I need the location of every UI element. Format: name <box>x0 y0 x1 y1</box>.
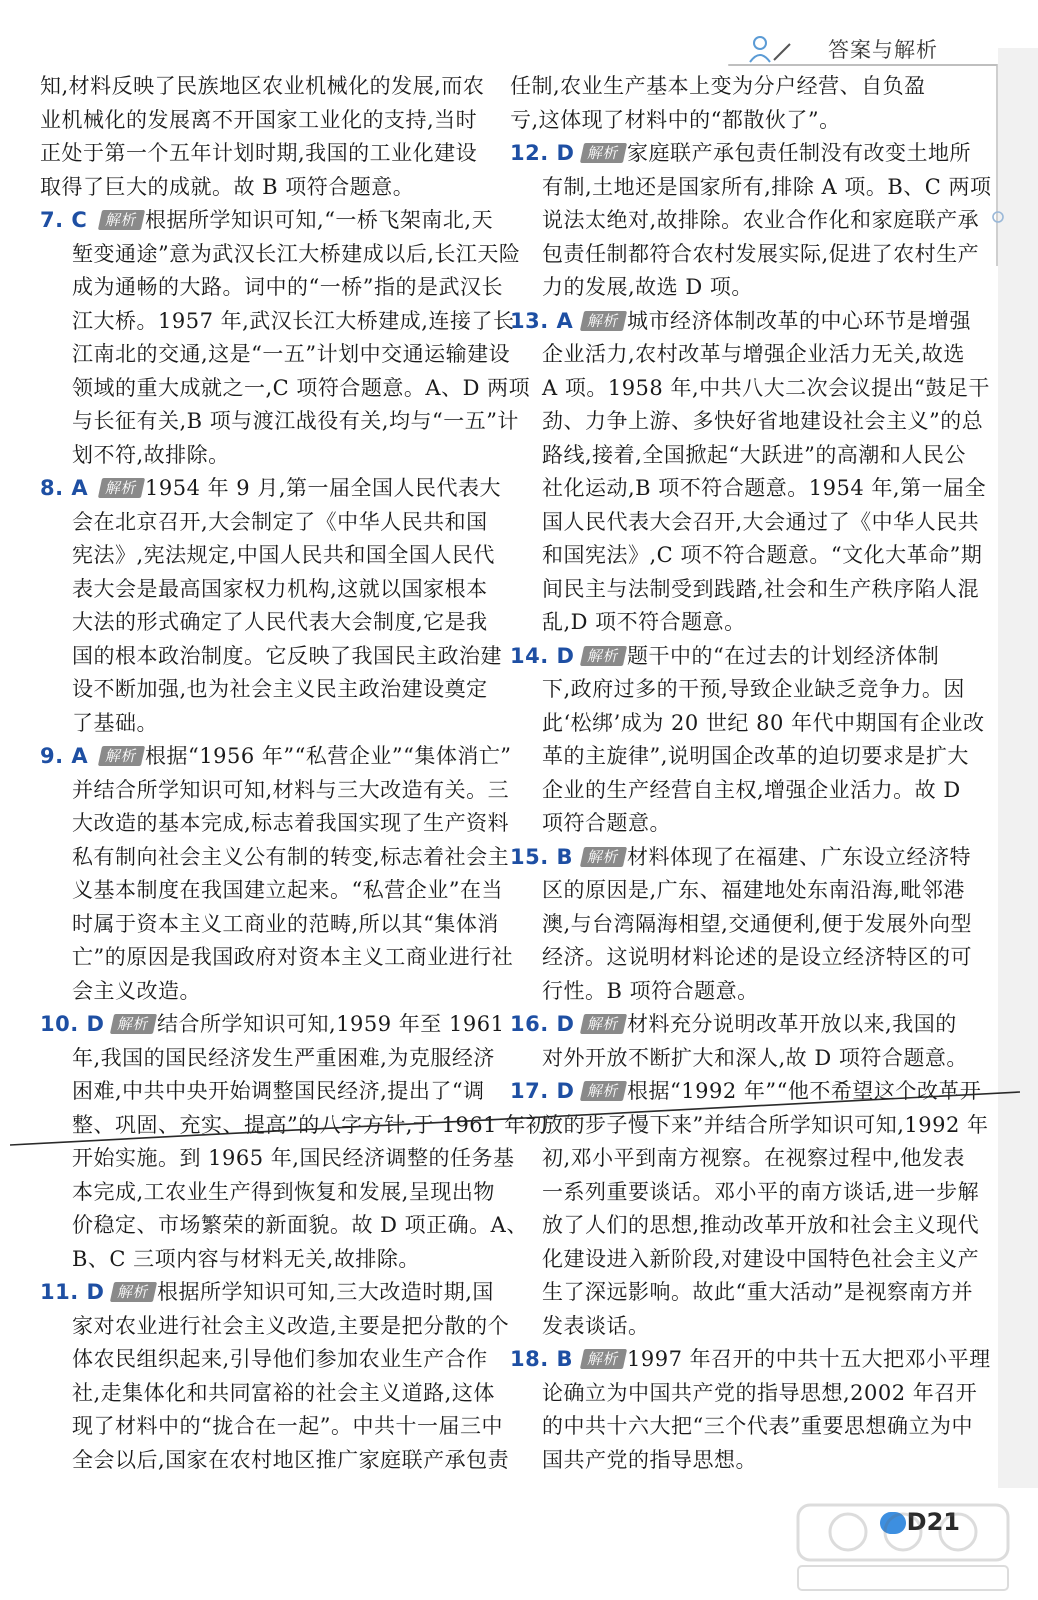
answer-line: 社化运动,B 项不符合题意。1954 年,第一届全 <box>542 476 987 500</box>
answer-item <box>40 472 500 740</box>
answer-line: 经济。这说明材料论述的是设立经济特区的可 <box>542 945 972 969</box>
question-number: 13. A <box>510 308 574 333</box>
analysis-tag: 解析 <box>580 847 627 867</box>
answer-line: 私有制向社会主义公有制的转变,标志着社会主 <box>72 844 510 869</box>
answer-line: 澳,与台湾隔海相望,交通便利,便于发展外向型 <box>542 911 973 936</box>
page-edge-strip <box>998 48 1038 1488</box>
answer-line: 会在北京召开,大会制定了《中华人民共和国 <box>72 509 488 534</box>
answer-line: 国共产党的指导思想。 <box>542 1447 757 1472</box>
answer-line: 时属于资本主义工商业的范畴,所以其“集体消 <box>72 911 499 936</box>
answer-line: 全会以后,国家在农村地区推广家庭联产承包责 <box>72 1447 510 1472</box>
answer-text: 根据所学知识可知,三大改造时期,国 <box>157 1280 494 1304</box>
answer-first-line <box>510 841 972 875</box>
answer-line: 乱,D 项不符合题意。 <box>542 610 746 634</box>
analysis-tag: 解析 <box>580 1014 627 1034</box>
answer-line: 家对农业进行社会主义改造,主要是把分散的个 <box>72 1313 510 1338</box>
answer-first-line <box>40 1276 500 1310</box>
answer-line: 一系列重要谈话。邓小平的南方谈话,进一步解 <box>542 1179 980 1204</box>
answer-line: 划不符,故排除。 <box>72 442 230 467</box>
answer-line: 会主义改造。 <box>72 978 201 1003</box>
answer-line: 革的主旋律”,说明国企改革的迫切要求是扩大 <box>542 744 969 768</box>
continuation-line: 业机械化的发展离不开国家工业化的支持,当时 <box>40 107 478 132</box>
answer-line: 并结合所学知识可知,材料与三大改造有关。三 <box>72 777 510 802</box>
answer-line: 设不断加强,也为社会主义民主政治建设奠定 <box>72 677 488 701</box>
answer-item <box>40 740 514 1008</box>
question-number: 7. C <box>40 208 88 232</box>
answer-line: 了基础。 <box>72 710 158 735</box>
analysis-tag: 解析 <box>110 1282 157 1302</box>
answer-line: 行性。B 项符合题意。 <box>542 978 759 1003</box>
answer-line: 表大会是最高国家权力机构,这就以国家根本 <box>72 576 488 601</box>
answer-line: 本完成,工农业生产得到恢复和发展,呈现出物 <box>72 1179 495 1204</box>
question-number: 16. D <box>510 1012 575 1036</box>
answer-line: 对外开放不断扩大和深人,故 D 项符合题意。 <box>542 1045 968 1070</box>
answer-line: 社,走集体化和共同富裕的社会主义道路,这体 <box>72 1380 495 1405</box>
answer-item <box>510 1008 968 1075</box>
answer-first-line <box>510 137 972 171</box>
continuation-line: 亏,这体现了材料中的“都散伙了”。 <box>510 107 841 132</box>
answer-first-line <box>40 740 512 774</box>
answer-line: 路线,接着,全国掀起“大跃进”的高潮和人民公 <box>542 442 966 467</box>
question-number: 8. A <box>40 476 89 500</box>
answer-first-line <box>510 305 972 339</box>
answer-text: 材料体现了在福建、广东设立经济特 <box>627 844 972 869</box>
answer-line: 包责任制都符合农村发展实际,促进了农村生产 <box>542 241 980 266</box>
analysis-tag: 解析 <box>580 143 627 163</box>
answer-line: 价稳定、市场繁荣的新面貌。故 D 项正确。A、 <box>72 1213 528 1237</box>
answer-line: 年,我国的国民经济发生严重困难,为克服经济 <box>72 1045 495 1070</box>
answer-text: 结合所学知识可知,1959 年至 1961 <box>157 1012 505 1036</box>
continuation-line: 正处于第一个五年计划时期,我国的工业化建设 <box>40 141 478 165</box>
answer-line: 项符合题意。 <box>542 811 671 835</box>
answer-line: 困难,中共中央开始调整国民经济,提出了“调 <box>72 1079 485 1103</box>
answer-line: 与长征有关,B 项与渡江战役有关,均与“一五”计 <box>72 409 519 433</box>
answer-item <box>510 137 992 305</box>
answer-line: 宪法》,宪法规定,中国人民共和国全国人民代 <box>72 543 495 567</box>
answer-line: 成为通畅的大路。词中的“一桥”指的是武汉长 <box>72 275 503 299</box>
answer-line: 大改造的基本完成,标志着我国实现了生产资料 <box>72 811 510 835</box>
answer-line: 放了人们的思想,推动改革开放和社会主义现代 <box>542 1213 980 1237</box>
answer-line: 放的步子慢下来”并结合所学知识可知,1992 年 <box>542 1112 989 1137</box>
question-number: 14. D <box>510 643 575 668</box>
answer-line: 国人民代表大会召开,大会通过了《中华人民共 <box>542 509 980 534</box>
answer-line: 大法的形式确定了人民代表大会制度,它是我 <box>72 610 488 634</box>
answer-line: 江大桥。1957 年,武汉长江大桥建成,连接了长 <box>72 308 515 333</box>
answer-text: 1954 年 9 月,第一届全国人民代表大 <box>145 476 502 500</box>
answer-line: 领域的重大成就之一,C 项符合题意。A、D 两项 <box>72 375 531 400</box>
right-column <box>510 70 992 1477</box>
answer-text: 根据“1956 年”“私营企业”“集体消亡” <box>145 744 512 768</box>
answer-text: 题干中的“在过去的计划经济体制 <box>627 643 940 668</box>
answer-line: 论确立为中国共产党的指导思想,2002 年召开 <box>542 1380 978 1405</box>
answer-first-line <box>510 640 958 674</box>
analysis-tag: 解析 <box>580 311 627 331</box>
answer-line: 整、巩固、充实、提高”的八字方针,于 1961 年初 <box>72 1112 548 1137</box>
answer-text: 根据“1992 年”“他不希望这个改革开 <box>627 1079 982 1103</box>
answer-text: 城市经济体制改革的中心环节是增强 <box>627 308 972 333</box>
pen-stroke-mark <box>10 1090 1020 1150</box>
student-pen-icon <box>748 34 792 64</box>
question-number: 11. D <box>40 1280 105 1304</box>
answer-line: 生了深远影响。故此“重大活动”是视察南方并 <box>542 1280 973 1304</box>
question-number: 10. D <box>40 1012 105 1036</box>
answer-line: 的中共十六大把“三个代表”重要思想确立为中 <box>542 1414 973 1438</box>
analysis-tag: 解析 <box>110 1014 157 1034</box>
answer-line: 有制,土地还是国家所有,排除 A 项。B、C 两项 <box>542 174 992 199</box>
question-number: 15. B <box>510 844 574 869</box>
margin-marker-icon <box>991 210 1005 224</box>
header-rule <box>728 64 998 66</box>
question-number: 18. B <box>510 1347 574 1371</box>
answer-item <box>510 305 990 640</box>
answer-line: B、C 三项内容与材料无关,故排除。 <box>72 1246 420 1271</box>
analysis-tag: 解析 <box>580 1349 627 1369</box>
answer-line: 劲、力争上游、多快好省地建设社会主义”的总 <box>542 409 984 433</box>
answer-line: 企业活力,农村改革与增强企业活力无关,故选 <box>542 342 965 366</box>
analysis-tag: 解析 <box>98 478 145 498</box>
analysis-tag: 解析 <box>98 746 145 766</box>
header-title: 答案与解析 <box>828 38 938 62</box>
answer-line: 发表谈话。 <box>542 1313 650 1338</box>
answer-text: 1997 年召开的中共十五大把邓小平理 <box>627 1347 991 1371</box>
answer-line: 亡”的原因是我国政府对资本主义工商业进行社 <box>72 945 514 969</box>
answer-first-line <box>40 472 500 506</box>
answer-line: 下,政府过多的干预,导致企业缺乏竞争力。因 <box>542 677 965 701</box>
answer-first-line <box>40 1008 505 1042</box>
continuation-line: 知,材料反映了民族地区农业机械化的发展,而农 <box>40 74 485 98</box>
question-number: 17. D <box>510 1079 575 1103</box>
answer-first-line <box>510 1343 991 1377</box>
watermark-logo <box>788 1500 1018 1595</box>
answer-item <box>510 640 985 841</box>
answer-line: 现了材料中的“拢合在一起”。中共十一届三中 <box>72 1414 503 1438</box>
answer-line: 间民主与法制受到践踏,社会和生产秩序陷人混 <box>542 576 980 601</box>
answer-text: 根据所学知识可知,“一桥飞架南北,天 <box>145 208 494 232</box>
analysis-tag: 解析 <box>580 646 627 666</box>
answer-line: 义基本制度在我国建立起来。“私营企业”在当 <box>72 878 503 902</box>
answer-text: 家庭联产承包责任制没有改变土地所 <box>627 141 972 165</box>
continuation-line: 取得了巨大的成就。故 B 项符合题意。 <box>40 174 415 199</box>
margin-rule <box>996 66 998 266</box>
answer-line: 江南北的交通,这是“一五”计划中交通运输建设 <box>72 342 511 366</box>
question-number: 12. D <box>510 141 575 165</box>
answer-line: 此‘松绑’成为 20 世纪 80 年代中期国有企业改 <box>542 710 985 735</box>
answer-item <box>510 1343 991 1477</box>
answer-line: 国的根本政治制度。它反映了我国民主政治建 <box>72 643 502 668</box>
answer-first-line <box>40 204 500 238</box>
question-number: 9. A <box>40 744 89 768</box>
answer-line: 和国宪法》,C 项不符合题意。“文化大革命”期 <box>542 543 983 567</box>
answer-item <box>510 841 973 1009</box>
continuation-line: 任制,农业生产基本上变为分户经营、自负盈 <box>510 74 926 98</box>
analysis-tag: 解析 <box>580 1081 627 1101</box>
answer-text: 材料充分说明改革开放以来,我国的 <box>627 1012 957 1036</box>
answer-first-line <box>510 1008 958 1042</box>
page-header <box>718 28 978 68</box>
page-number: D21 <box>906 1508 960 1536</box>
answer-line: 说法太绝对,故排除。农业合作化和家庭联产承 <box>542 208 980 232</box>
answer-line: 化建设进入新阶段,对建设中国特色社会主义产 <box>542 1246 980 1271</box>
analysis-tag: 解析 <box>98 210 145 230</box>
answer-line: 体农民组织起来,引导他们参加农业生产合作 <box>72 1347 488 1371</box>
answer-line: 力的发展,故选 D 项。 <box>542 275 753 299</box>
answer-line: 企业的生产经营自主权,增强企业活力。故 D <box>542 777 961 802</box>
answer-item <box>40 204 531 472</box>
answer-line: A 项。1958 年,中共八大二次会议提出“鼓足干 <box>542 375 990 400</box>
answer-line: 堑变通途”意为武汉长江大桥建成以后,长江天险 <box>72 241 521 266</box>
answer-line: 区的原因是,广东、福建地处东南沿海,毗邻港 <box>542 878 965 902</box>
answer-line: 开始实施。到 1965 年,国民经济调整的任务基 <box>72 1146 515 1170</box>
answer-item <box>40 1276 510 1477</box>
answer-line: 初,邓小平到南方视察。在视察过程中,他发表 <box>542 1146 965 1170</box>
